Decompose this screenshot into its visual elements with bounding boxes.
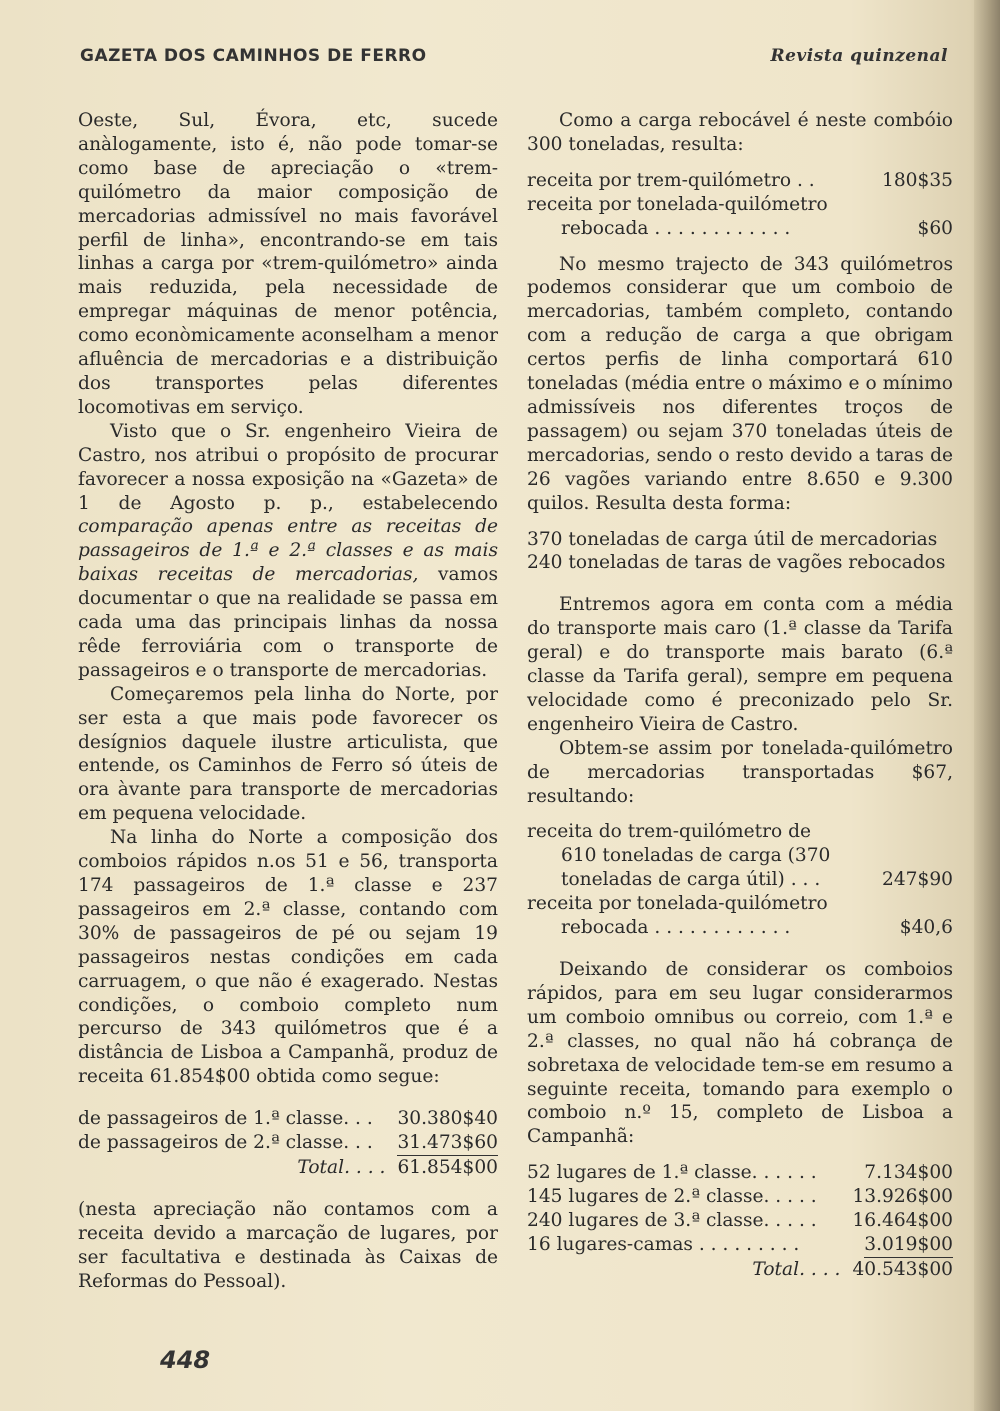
running-header-left: GAZETA DOS CAMINHOS DE FERRO bbox=[80, 46, 427, 66]
table-row: receita por tonelada-quilómetro bbox=[527, 893, 828, 915]
running-header-right: Revista quinzenal bbox=[770, 46, 948, 66]
receipts-table bbox=[78, 1107, 498, 1180]
paragraph: Oeste, Sul, Évora, etc, sucede anàlogamente, isto é, não pode tomar-se como base de apreciação o «trem-quilómetro da maior composição de mercadorias admissível no mais favorável perfil de linha», encontrando-se em tais linhas a carga por «trem-quilómetro» ainda mais reduzida, pela necessidade de empregar máquinas de menor potência, como econòmicamente aconselham a menor afluência de mercadorias e a distribuição dos transportes pelas diferentes locomotivas em serviço. bbox=[78, 110, 498, 418]
right-column bbox=[527, 109, 953, 1282]
paragraph: Como a carga rebocável é neste combóio 300 toneladas, resulta: bbox=[527, 110, 953, 155]
train-receipt-table bbox=[527, 169, 953, 241]
page-number: 448 bbox=[160, 1346, 211, 1374]
paragraph: Deixando de considerar os comboios rápidos, para em seu lugar considerarmos um comboio omnibus ou correio, com 1.ª e 2.ª classes, no qual não há cobrança de sobretaxa de velocidade tem-se em resumo a seguinte receita, tomando para exemplo o comboio n.º 15, completo de Lisboa a Campanhã: bbox=[527, 959, 953, 1148]
list-line: 370 toneladas de carga útil de mercadorias bbox=[527, 528, 938, 550]
paragraph: Entremos agora em conta com a média do transporte mais caro (1.ª classe da Tarifa geral) e do transporte mais barato (6.ª classe da Tarifa geral), sempre em pequena velocidade como é preconizado pelo Sr. engenheiro Vieira de Castro. bbox=[527, 594, 953, 735]
paragraph: Visto que o Sr. engenheiro Vieira de Castro, nos atribui o propósito de procurar favorecer a nossa exposição na «Gazeta» de 1 de Agosto p. p., estabelecendo comparação apenas entre as receitas de passageiros de 1.ª e 2.ª classes e as mais baixas receitas de mercadorias, vamos documentar o que na realidade se passa em cada uma das principais linhas da nossa rêde ferroviária com o transporte de passageiros e o transporte de mercadorias. bbox=[78, 420, 498, 681]
total-row: Total. . . . 61.854$00 bbox=[297, 1156, 498, 1178]
paragraph: Obtem-se assim por tonelada-quilómetro de mercadorias transportadas $67, resultando: bbox=[527, 737, 953, 807]
table-row: 240 lugares de 3.ª classe. . . . . 16.464$00 bbox=[527, 1210, 953, 1232]
paragraph: (nesta apreciação não contamos com a receita devido a marcação de lugares, por ser facultativa e destinada às Caixas de Reformas do Pessoal). bbox=[78, 1198, 498, 1292]
italic-phrase: comparação apenas entre as receitas de passageiros de 1.ª e 2.ª classes e as mais baixas receitas de mercadorias, bbox=[78, 516, 498, 586]
table-row: de passageiros de 1.ª classe. . . 30.380$40 bbox=[78, 1108, 498, 1130]
table-row: 610 toneladas de carga (370 bbox=[561, 845, 831, 867]
table-row: toneladas de carga útil) . . . 247$90 bbox=[561, 869, 953, 891]
table-row: rebocada . . . . . . . . . . . . $60 bbox=[561, 217, 953, 239]
table-row: 52 lugares de 1.ª classe. . . . . . 7.134$00 bbox=[527, 1162, 953, 1184]
paragraph: Na linha do Norte a composição dos comboios rápidos n.os 51 e 56, transporta 174 passageiros de 1.ª classe e 237 passageiros em 2.ª classe, contando com 30% de passageiros de pé ou sejam 19 passageiros nestas condições em cada carruagem, o que não é exagerado. Nestas condições, o comboio completo num percurso de 343 quilómetros que é a distância de Lisboa a Campanhã, produz de receita 61.854$00 obtida como segue: bbox=[78, 827, 498, 1088]
list-line: 240 toneladas de taras de vagões rebocados bbox=[527, 552, 946, 574]
table-row: receita por tonelada-quilómetro bbox=[527, 193, 828, 215]
book-spine bbox=[974, 0, 1000, 1411]
seat-receipt-table bbox=[527, 1161, 953, 1282]
table-row: receita por trem-quilómetro . . 180$35 bbox=[527, 169, 953, 191]
freight-receipt-table bbox=[527, 820, 953, 940]
table-row: 16 lugares-camas . . . . . . . . . 3.019$00 bbox=[527, 1233, 953, 1258]
table-row: de passageiros de 2.ª classe. . . 31.473$60 bbox=[78, 1131, 498, 1156]
left-column bbox=[78, 109, 498, 1294]
table-row: receita do trem-quilómetro de bbox=[527, 821, 811, 843]
paragraph: No mesmo trajecto de 343 quilómetros podemos considerar que um comboio de mercadorias, também completo, contando com a redução de carga a que obrigam certos perfis de linha comportará 610 toneladas (média entre o máximo e o mínimo admissíveis nos diferentes troços de passagem) ou sejam 370 toneladas úteis de mercadorias, sendo o resto devido a taras de 26 vagões variando entre 8.650 e 9.300 quilos. Resulta desta forma: bbox=[527, 253, 953, 514]
table-row: rebocada . . . . . . . . . . . . $40,6 bbox=[561, 917, 953, 939]
paragraph: Começaremos pela linha do Norte, por ser esta a que mais pode favorecer os desígnios daquele ilustre articulista, que entende, os Caminhos de Ferro só úteis de ora àvante para transporte de mercadorias em pequena velocidade. bbox=[78, 683, 498, 825]
total-row: Total. . . . 40.543$00 bbox=[752, 1258, 953, 1280]
table-row: 145 lugares de 2.ª classe. . . . . 13.926$00 bbox=[527, 1186, 953, 1208]
